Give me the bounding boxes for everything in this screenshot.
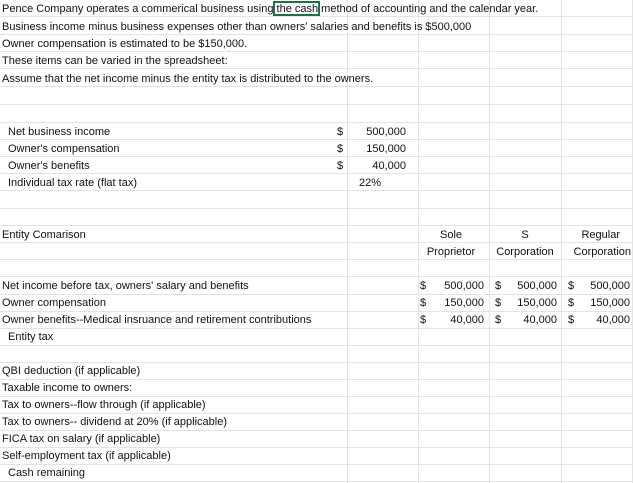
currency: $ xyxy=(495,280,502,292)
currency: $ xyxy=(420,314,427,326)
currency: $ xyxy=(420,280,427,292)
col-header-sole-l2[interactable]: Proprietor xyxy=(426,246,476,258)
row-label-tax-dividend[interactable]: Tax to owners-- dividend at 20% (if applicable) xyxy=(2,416,228,428)
input-label-owners-benefits[interactable]: Owner's benefits xyxy=(8,160,90,172)
input-value-owners-benefits[interactable]: 40,000 xyxy=(372,160,406,172)
cell-owner-comp-regular-corp[interactable]: 150,000 xyxy=(590,297,630,309)
cell-owner-benefits-s-corp[interactable]: 40,000 xyxy=(523,314,557,326)
currency: $ xyxy=(495,297,502,309)
input-currency: $ xyxy=(337,160,344,172)
col-header-regular-corp-l2[interactable]: Corporation xyxy=(573,246,631,258)
col-header-sole-l1[interactable]: Sole xyxy=(439,229,463,241)
col-header-regular-corp-l1[interactable]: Regular xyxy=(581,229,620,241)
currency: $ xyxy=(568,297,575,309)
header-line-2[interactable]: Business income minus business expenses other than owners' salaries and benefits is $500,000 xyxy=(2,21,472,33)
currency: $ xyxy=(568,280,575,292)
row-label-qbi-deduction[interactable]: QBI deduction (if applicable) xyxy=(2,365,141,377)
row-label-owner-compensation[interactable]: Owner compensation xyxy=(2,297,106,309)
input-label-net-business-income[interactable]: Net business income xyxy=(8,126,111,138)
cell-owner-benefits-regular-corp[interactable]: 40,000 xyxy=(596,314,630,326)
row-label-taxable-income[interactable]: Taxable income to owners: xyxy=(2,382,133,394)
row-label-entity-tax[interactable]: Entity tax xyxy=(8,331,54,343)
row-label-tax-flow-through[interactable]: Tax to owners--flow through (if applicable) xyxy=(2,399,206,411)
cell-net-income-sole[interactable]: 500,000 xyxy=(444,280,484,292)
input-value-owners-compensation[interactable]: 150,000 xyxy=(366,143,406,155)
input-value-net-business-income[interactable]: 500,000 xyxy=(366,126,406,138)
input-value-tax-rate[interactable]: 22% xyxy=(358,177,382,189)
cell-owner-benefits-sole[interactable]: 40,000 xyxy=(450,314,484,326)
row-label-self-employment-tax[interactable]: Self-employment tax (if applicable) xyxy=(2,450,171,462)
input-label-owners-compensation[interactable]: Owner's compensation xyxy=(8,143,120,155)
cell-net-income-s-corp[interactable]: 500,000 xyxy=(517,280,557,292)
currency: $ xyxy=(568,314,575,326)
col-header-s-corp-l1[interactable]: S xyxy=(521,229,529,241)
cell-net-income-regular-corp[interactable]: 500,000 xyxy=(590,280,630,292)
row-label-cash-remaining[interactable]: Cash remaining xyxy=(8,467,86,479)
header-line-3[interactable]: Owner compensation is estimated to be $150,000. xyxy=(2,38,248,50)
header-line-1[interactable]: Pence Company operates a commerical business using the cash method of accounting and the calendar year. xyxy=(2,3,539,15)
input-currency: $ xyxy=(337,143,344,155)
currency: $ xyxy=(495,314,502,326)
input-label-tax-rate[interactable]: Individual tax rate (flat tax) xyxy=(8,177,138,189)
input-currency: $ xyxy=(337,126,344,138)
cell-owner-comp-sole[interactable]: 150,000 xyxy=(444,297,484,309)
header-line-5[interactable]: Assume that the net income minus the entity tax is distributed to the owners. xyxy=(2,73,374,85)
row-label-fica-tax[interactable]: FICA tax on salary (if applicable) xyxy=(2,433,161,445)
currency: $ xyxy=(420,297,427,309)
row-label-net-income[interactable]: Net income before tax, owners' salary and benefits xyxy=(2,280,249,292)
header-line-4[interactable]: These items can be varied in the spreadsheet: xyxy=(2,55,228,67)
comparison-title[interactable]: Entity Comarison xyxy=(2,229,86,241)
row-label-owner-benefits[interactable]: Owner benefits--Medical insruance and retirement contributions xyxy=(2,314,312,326)
col-header-s-corp-l2[interactable]: Corporation xyxy=(496,246,554,258)
cell-owner-comp-s-corp[interactable]: 150,000 xyxy=(517,297,557,309)
